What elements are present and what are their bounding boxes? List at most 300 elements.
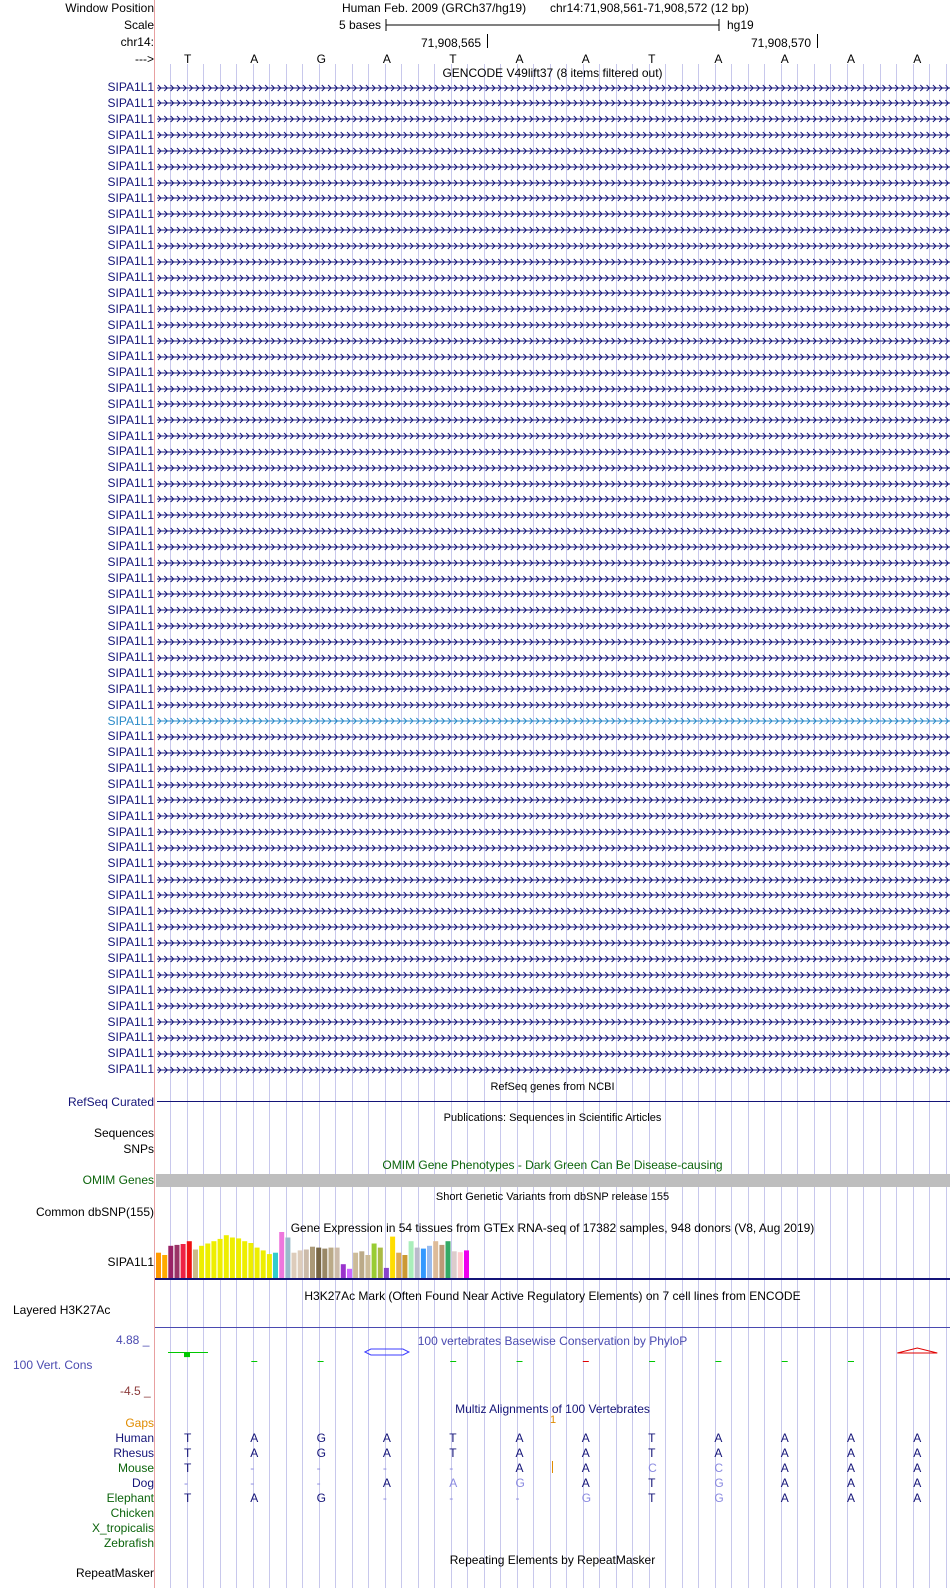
gene-transcript-line[interactable] [157, 699, 950, 711]
gene-label-sipa1l1[interactable]: SIPA1L1 [107, 808, 154, 823]
coord-tick-1 [487, 34, 488, 48]
gtex-tissue-bar[interactable] [181, 1244, 186, 1278]
gene-transcript-line[interactable] [157, 905, 950, 917]
gene-label-sipa1l1[interactable]: SIPA1L1 [107, 745, 154, 760]
gene-label-sipa1l1[interactable]: SIPA1L1 [107, 476, 154, 490]
gene-transcript-line[interactable] [157, 573, 950, 585]
aligned-base: A [913, 1476, 922, 1490]
gtex-tissue-bar[interactable] [267, 1254, 272, 1278]
gene-label-sipa1l1[interactable]: SIPA1L1 [107, 159, 154, 174]
coord-tick-2 [817, 34, 818, 48]
aligned-base: A [847, 1446, 856, 1460]
phylop-max-label: 4.88 _ [116, 1333, 150, 1347]
phylop-value-mark[interactable] [715, 1361, 721, 1362]
aligned-base: A [250, 1446, 259, 1460]
gtex-tissue-bar[interactable] [341, 1264, 346, 1278]
refseq-track-title: RefSeq genes from NCBI [490, 1081, 615, 1093]
aligned-base: A [515, 1461, 524, 1475]
gtex-tissue-bar[interactable] [175, 1245, 180, 1278]
aligned-base: A [847, 1476, 856, 1490]
aligned-base: T [648, 1491, 656, 1505]
gene-transcript-line[interactable] [157, 478, 950, 490]
gene-transcript-line[interactable] [157, 145, 950, 157]
phylop-value-mark[interactable] [897, 1348, 937, 1353]
aligned-base: T [648, 1431, 656, 1445]
gene-transcript-line[interactable] [157, 984, 950, 996]
aligned-base: T [449, 1446, 457, 1460]
gtex-tissue-bar[interactable] [304, 1250, 309, 1279]
gene-transcript-line[interactable] [157, 161, 950, 173]
aligned-base: G [581, 1491, 592, 1505]
gene-transcript-line[interactable] [157, 715, 950, 727]
gene-label-sipa1l1[interactable]: SIPA1L1 [107, 777, 154, 791]
gene-label-sipa1l1[interactable]: SIPA1L1 [107, 982, 154, 997]
gene-label-sipa1l1[interactable]: SIPA1L1 [107, 666, 154, 681]
gtex-tissue-bar[interactable] [464, 1250, 469, 1278]
gene-transcript-line[interactable] [157, 541, 950, 553]
gene-transcript-line[interactable] [157, 303, 950, 315]
phylop-value-mark[interactable] [583, 1361, 589, 1362]
gene-transcript-line[interactable] [157, 335, 950, 347]
gene-transcript-line[interactable] [157, 1016, 950, 1028]
gtex-tissue-bar[interactable] [205, 1244, 210, 1279]
gene-transcript-line[interactable] [157, 319, 950, 331]
gene-transcript-line[interactable] [157, 747, 950, 759]
gene-label-sipa1l1[interactable]: SIPA1L1 [107, 903, 154, 918]
gene-transcript-line[interactable] [157, 1032, 950, 1044]
aligned-base: A [581, 1461, 590, 1475]
gtex-tissue-bar[interactable] [211, 1241, 216, 1278]
gene-transcript-line[interactable] [157, 652, 950, 664]
dna-base: A [714, 52, 723, 66]
gene-label-sipa1l1[interactable]: SIPA1L1 [107, 761, 154, 776]
gene-label-sipa1l1[interactable]: SIPA1L1 [107, 650, 154, 665]
gene-label-sipa1l1[interactable]: SIPA1L1 [107, 729, 154, 744]
gene-label-sipa1l1[interactable]: SIPA1L1 [107, 697, 154, 712]
gene-label-sipa1l1[interactable]: SIPA1L1 [107, 967, 154, 981]
aligned-base: A [515, 1431, 524, 1445]
gene-label-sipa1l1[interactable]: SIPA1L1 [107, 222, 154, 237]
gtex-tissue-bar[interactable] [193, 1250, 198, 1279]
gene-label-sipa1l1[interactable]: SIPA1L1 [107, 460, 154, 475]
gene-transcript-line[interactable] [157, 763, 950, 775]
gtex-tissue-bar[interactable] [409, 1241, 414, 1278]
gene-transcript-line[interactable] [157, 367, 950, 379]
gene-label-sipa1l1[interactable]: SIPA1L1 [107, 1030, 154, 1045]
phylop-track-title: 100 vertebrates Basewise Conservation by PhyloP [417, 1334, 688, 1348]
aligned-base: G [316, 1446, 326, 1460]
aligned-base: - [250, 1476, 255, 1490]
gene-label-sipa1l1[interactable]: SIPA1L1 [107, 80, 154, 94]
h3k27ac-track-title: H3K27Ac Mark (Often Found Near Active Regulatory Elements) on 7 cell lines from ENCODE [304, 1289, 801, 1303]
gene-transcript-line[interactable] [157, 921, 950, 933]
gene-label-sipa1l1[interactable]: SIPA1L1 [107, 491, 154, 506]
gene-label-sipa1l1[interactable]: SIPA1L1 [107, 111, 154, 126]
species-label[interactable]: Zebrafish [103, 1536, 154, 1550]
refseq-track-label[interactable]: RefSeq Curated [67, 1095, 154, 1109]
gene-label-sipa1l1[interactable]: SIPA1L1 [107, 190, 154, 205]
gene-transcript-line[interactable] [157, 889, 950, 901]
aligned-base: G [714, 1476, 724, 1490]
aligned-base: - [382, 1491, 387, 1505]
gene-transcript-line[interactable] [157, 177, 950, 189]
aligned-base: A [382, 1431, 391, 1445]
species-label[interactable]: Human [115, 1431, 154, 1445]
gene-transcript-line[interactable] [157, 509, 950, 521]
dna-base: A [515, 52, 524, 66]
dna-base: A [913, 52, 922, 66]
aligned-base: T [648, 1446, 656, 1460]
gene-label-sipa1l1[interactable]: SIPA1L1 [107, 681, 154, 696]
gene-label-sipa1l1[interactable]: SIPA1L1 [107, 254, 154, 269]
dna-base: A [382, 52, 391, 66]
gene-transcript-line[interactable] [157, 668, 950, 680]
db-text: hg19 [727, 18, 754, 32]
aligned-base: - [316, 1476, 321, 1490]
gene-transcript-line[interactable] [157, 842, 950, 854]
gtex-tissue-bar[interactable] [273, 1253, 278, 1278]
gene-transcript-line[interactable] [157, 557, 950, 569]
gene-label-sipa1l1[interactable]: SIPA1L1 [107, 602, 154, 617]
aligned-base: A [515, 1446, 524, 1460]
species-label[interactable]: Dog [131, 1476, 154, 1490]
refseq-line[interactable] [157, 1101, 950, 1102]
gtex-tissue-bar[interactable] [365, 1255, 370, 1278]
gene-label-sipa1l1[interactable]: SIPA1L1 [107, 1014, 154, 1029]
gene-label-sipa1l1[interactable]: SIPA1L1 [107, 238, 154, 253]
aligned-base: - [316, 1461, 321, 1475]
gtex-tissue-bar[interactable] [298, 1250, 303, 1278]
window-position-label: Window Position [65, 1, 154, 15]
species-label[interactable]: Mouse [117, 1461, 154, 1475]
aligned-base: G [316, 1431, 326, 1445]
repeatmasker-track-label[interactable]: RepeatMasker [75, 1566, 154, 1580]
publications-label-sequences[interactable]: Sequences [93, 1126, 154, 1140]
omim-track-label[interactable]: OMIM Genes [82, 1173, 154, 1187]
gene-transcript-line[interactable] [157, 192, 950, 204]
gene-label-sipa1l1[interactable]: SIPA1L1 [107, 333, 154, 348]
gtex-tissue-bar[interactable] [335, 1248, 340, 1278]
gtex-tissue-bar[interactable] [359, 1251, 364, 1278]
aligned-base: A [250, 1491, 259, 1505]
gene-label-sipa1l1[interactable]: SIPA1L1 [107, 713, 154, 728]
gene-label-sipa1l1[interactable]: SIPA1L1 [107, 349, 154, 364]
gtex-tissue-bar[interactable] [402, 1255, 407, 1278]
aligned-base: - [449, 1461, 454, 1475]
gtex-tissue-bar[interactable] [168, 1246, 173, 1278]
gene-label-sipa1l1[interactable]: SIPA1L1 [107, 840, 154, 855]
gtex-tissue-bar[interactable] [230, 1238, 235, 1279]
species-label[interactable]: Elephant [106, 1491, 154, 1505]
gene-transcript-line[interactable] [157, 953, 950, 965]
chrom-label: chr14: [120, 35, 154, 49]
gtex-tissue-bar[interactable] [329, 1248, 334, 1278]
dna-base: A [581, 52, 590, 66]
species-label[interactable]: Rhesus [113, 1446, 154, 1460]
dna-base: A [780, 52, 789, 66]
gene-label-sipa1l1[interactable]: SIPA1L1 [107, 998, 154, 1013]
aligned-base: C [648, 1461, 657, 1475]
gene-transcript-line[interactable] [157, 588, 950, 600]
phylop-value-mark[interactable] [365, 1349, 409, 1355]
gene-transcript-line[interactable] [157, 82, 950, 94]
aligned-base: G [515, 1476, 525, 1490]
gtex-tissue-bar[interactable] [199, 1246, 204, 1278]
gene-transcript-line[interactable] [157, 208, 950, 220]
gene-transcript-line[interactable] [157, 969, 950, 981]
gtex-tissue-bar[interactable] [347, 1269, 352, 1278]
gtex-tissue-bar[interactable] [248, 1243, 253, 1278]
omim-track-title: OMIM Gene Phenotypes - Dark Green Can Be Disease-causing [382, 1158, 723, 1172]
aligned-base: - [449, 1491, 454, 1505]
gene-label-sipa1l1[interactable]: SIPA1L1 [107, 396, 154, 411]
gene-label-sipa1l1[interactable]: SIPA1L1 [107, 365, 154, 380]
gtex-tissue-bar[interactable] [187, 1241, 192, 1278]
phylop-value-mark[interactable] [649, 1361, 655, 1362]
gene-label-sipa1l1[interactable]: SIPA1L1 [107, 935, 154, 950]
mouse-insertion-mark [552, 1461, 553, 1473]
aligned-base: T [184, 1491, 192, 1505]
aligned-base: A [581, 1446, 590, 1460]
phylop-track-label[interactable]: 100 Vert. Cons [13, 1358, 93, 1372]
aligned-base: A [449, 1476, 458, 1490]
aligned-base: A [913, 1431, 922, 1445]
gtex-tissue-bar[interactable] [458, 1252, 463, 1278]
aligned-base: A [780, 1446, 789, 1460]
aligned-base: T [184, 1446, 192, 1460]
gtex-tissue-bar[interactable] [353, 1253, 358, 1278]
gene-label-sipa1l1[interactable]: SIPA1L1 [107, 856, 154, 871]
gtex-tissue-bar[interactable] [156, 1253, 161, 1278]
gene-label-sipa1l1[interactable]: SIPA1L1 [107, 634, 154, 649]
gtex-tissue-bar[interactable] [279, 1232, 284, 1278]
gene-transcript-line[interactable] [157, 414, 950, 426]
gtex-tissue-bar[interactable] [242, 1241, 247, 1278]
gene-transcript-line[interactable] [157, 256, 950, 268]
gene-label-sipa1l1[interactable]: SIPA1L1 [107, 887, 154, 902]
dna-base: T [648, 52, 656, 66]
gene-label-sipa1l1[interactable]: SIPA1L1 [107, 381, 154, 395]
gene-label-sipa1l1[interactable]: SIPA1L1 [107, 444, 154, 459]
gene-label-sipa1l1[interactable]: SIPA1L1 [107, 586, 154, 601]
h3k27ac-baseline [155, 1327, 950, 1328]
gene-label-sipa1l1[interactable]: SIPA1L1 [107, 143, 154, 158]
aligned-base: A [847, 1461, 856, 1475]
gene-label-sipa1l1[interactable]: SIPA1L1 [107, 428, 154, 443]
gtex-tissue-bar[interactable] [322, 1249, 327, 1278]
gtex-tissue-bar[interactable] [162, 1255, 167, 1278]
gtex-tissue-bar[interactable] [390, 1237, 395, 1278]
gtex-tissue-bar[interactable] [292, 1253, 297, 1278]
dna-base: A [250, 52, 259, 66]
gene-transcript-line[interactable] [157, 493, 950, 505]
gtex-tissue-bar[interactable] [421, 1249, 426, 1278]
dna-base: G [316, 52, 326, 66]
gene-transcript-line[interactable] [157, 224, 950, 236]
gene-label-sipa1l1[interactable]: SIPA1L1 [107, 919, 154, 934]
gene-transcript-line[interactable] [157, 1048, 950, 1060]
aligned-base: - [515, 1491, 520, 1505]
position-text: chr14:71,908,561-71,908,572 (12 bp) [550, 1, 749, 15]
aligned-base: T [184, 1431, 192, 1445]
species-label[interactable]: Chicken [110, 1506, 154, 1520]
gene-label-sipa1l1[interactable]: SIPA1L1 [107, 555, 154, 570]
gene-transcript-line[interactable] [157, 430, 950, 442]
gene-label-sipa1l1[interactable]: SIPA1L1 [107, 270, 154, 285]
gene-label-sipa1l1[interactable]: SIPA1L1 [107, 317, 154, 332]
gtex-tissue-bar[interactable] [452, 1251, 457, 1278]
gtex-tissue-bar[interactable] [433, 1241, 438, 1278]
phylop-value-mark[interactable] [848, 1361, 854, 1362]
gene-transcript-line[interactable] [157, 525, 950, 537]
gene-label-sipa1l1[interactable]: SIPA1L1 [107, 1046, 154, 1061]
gene-transcript-line[interactable] [157, 620, 950, 632]
h3k27ac-track-label[interactable]: Layered H3K27Ac [13, 1303, 111, 1317]
gtex-tissue-bar[interactable] [316, 1248, 321, 1278]
gene-label-sipa1l1[interactable]: SIPA1L1 [107, 507, 154, 522]
gtex-expression-bars[interactable] [155, 1230, 950, 1280]
gene-transcript-line[interactable] [157, 113, 950, 125]
gtex-tissue-bar[interactable] [224, 1235, 229, 1278]
gtex-tissue-bar[interactable] [378, 1248, 383, 1278]
gene-transcript-line[interactable] [157, 937, 950, 949]
gtex-tissue-bar[interactable] [285, 1238, 290, 1279]
gene-transcript-line[interactable] [157, 129, 950, 141]
gene-label-sipa1l1[interactable]: SIPA1L1 [107, 175, 154, 189]
phylop-value-mark[interactable] [450, 1361, 456, 1362]
strand-label: ---> [135, 52, 154, 66]
dna-base: T [449, 52, 457, 66]
aligned-base: - [382, 1461, 387, 1475]
gene-label-sipa1l1[interactable]: SIPA1L1 [107, 618, 154, 633]
phylop-value-mark[interactable] [782, 1361, 788, 1362]
aligned-base: C [714, 1461, 724, 1475]
phylop-value-mark[interactable] [168, 1352, 208, 1353]
aligned-base: A [780, 1491, 789, 1505]
gencode-track-title: GENCODE V49lift37 (8 items filtered out) [442, 66, 663, 80]
gene-transcript-line[interactable] [157, 351, 950, 363]
gene-transcript-line[interactable] [157, 794, 950, 806]
gtex-tissue-bar[interactable] [396, 1253, 401, 1278]
phylop-value-mark[interactable] [251, 1361, 257, 1362]
phylop-min-label: -4.5 _ [120, 1384, 151, 1398]
gene-label-sipa1l1[interactable]: SIPA1L1 [107, 872, 154, 886]
gene-transcript-line[interactable] [157, 240, 950, 252]
gene-transcript-line[interactable] [157, 810, 950, 822]
gtex-track-title: Gene Expression in 54 tissues from GTEx RNA-seq of 17382 samples, 948 donors (V8, Aug 2019) [290, 1221, 815, 1235]
gene-transcript-line[interactable] [157, 1000, 950, 1012]
gene-label-sipa1l1[interactable]: SIPA1L1 [107, 301, 154, 316]
dna-base: A [847, 52, 856, 66]
multiz-gaps-label: Gaps [125, 1416, 154, 1430]
gtex-tissue-bar[interactable] [218, 1239, 223, 1278]
dbsnp-track-label[interactable]: Common dbSNP(155) [35, 1205, 154, 1219]
dna-base: T [184, 52, 192, 66]
phylop-conservation-plot[interactable] [155, 1342, 950, 1398]
gene-transcript-line[interactable] [157, 874, 950, 886]
aligned-base: - [184, 1476, 188, 1490]
gene-transcript-line[interactable] [157, 272, 950, 284]
gene-label-sipa1l1[interactable]: SIPA1L1 [107, 1062, 154, 1077]
gene-label-sipa1l1[interactable]: SIPA1L1 [107, 95, 154, 110]
aligned-base: A [780, 1476, 789, 1490]
publications-label-snps[interactable]: SNPs [123, 1142, 154, 1156]
gene-transcript-line[interactable] [157, 287, 950, 299]
phylop-value-mark[interactable] [517, 1361, 523, 1362]
gene-label-sipa1l1[interactable]: SIPA1L1 [107, 571, 154, 585]
scale-bar [385, 17, 725, 33]
gtex-tissue-bar[interactable] [415, 1248, 420, 1278]
gene-label-sipa1l1[interactable]: SIPA1L1 [107, 206, 154, 221]
gene-label-sipa1l1[interactable]: SIPA1L1 [107, 824, 154, 839]
aligned-base: A [913, 1461, 922, 1475]
gene-transcript-line[interactable] [157, 731, 950, 743]
gene-label-sipa1l1[interactable]: SIPA1L1 [107, 792, 154, 807]
gene-transcript-line[interactable] [157, 398, 950, 410]
aligned-base: A [780, 1461, 789, 1475]
gtex-tissue-bar[interactable] [255, 1248, 260, 1278]
gene-label-sipa1l1[interactable]: SIPA1L1 [107, 127, 154, 142]
gene-label-sipa1l1[interactable]: SIPA1L1 [107, 539, 154, 554]
aligned-base: T [449, 1431, 457, 1445]
assembly-text: Human Feb. 2009 (GRCh37/hg19) [342, 1, 527, 15]
gtex-tissue-bar[interactable] [427, 1246, 432, 1278]
multiz-track-title: Multiz Alignments of 100 Vertebrates [455, 1402, 650, 1416]
gtex-tissue-bar[interactable] [439, 1245, 444, 1278]
gene-transcript-line[interactable] [157, 462, 950, 474]
aligned-base: A [714, 1446, 723, 1460]
aligned-base: A [581, 1431, 590, 1445]
gtex-tissue-bar[interactable] [384, 1268, 389, 1278]
coord-label-2: 71,908,570 [751, 36, 812, 50]
gene-transcript-line[interactable] [157, 636, 950, 648]
gene-label-sipa1l1[interactable]: SIPA1L1 [107, 285, 154, 300]
aligned-base: G [714, 1491, 724, 1505]
gene-transcript-line[interactable] [157, 383, 950, 395]
aligned-base: A [250, 1431, 259, 1445]
gtex-tissue-bar[interactable] [310, 1247, 315, 1278]
gene-label-sipa1l1[interactable]: SIPA1L1 [107, 523, 154, 538]
aligned-base: G [316, 1491, 326, 1505]
gene-label-sipa1l1[interactable]: SIPA1L1 [107, 951, 154, 966]
gene-label-sipa1l1[interactable]: SIPA1L1 [107, 412, 154, 427]
aligned-base: A [382, 1476, 391, 1490]
gtex-tissue-bar[interactable] [236, 1238, 241, 1278]
gene-transcript-line[interactable] [157, 826, 950, 838]
scale-label: Scale [123, 18, 154, 32]
aligned-base: A [714, 1431, 723, 1445]
gene-transcript-line[interactable] [157, 97, 950, 109]
omim-gene-bar[interactable] [156, 1174, 950, 1187]
gap-marker: 1 [550, 1414, 557, 1426]
gene-transcript-line[interactable] [157, 683, 950, 695]
gene-transcript-line[interactable] [157, 1064, 950, 1076]
gtex-track-label[interactable]: SIPA1L1 [107, 1255, 154, 1269]
dbsnp-track-title: Short Genetic Variants from dbSNP release 155 [435, 1191, 670, 1203]
gtex-tissue-bar[interactable] [372, 1244, 377, 1279]
gene-transcript-line[interactable] [157, 604, 950, 616]
gtex-tissue-bar[interactable] [261, 1250, 266, 1278]
scale-text: 5 bases [339, 18, 382, 32]
gene-transcript-line[interactable] [157, 446, 950, 458]
aligned-base: A [913, 1491, 922, 1505]
gene-transcript-line[interactable] [157, 779, 950, 791]
species-label[interactable]: X_tropicalis [91, 1521, 154, 1535]
gtex-tissue-bar[interactable] [446, 1241, 451, 1278]
phylop-value-mark[interactable] [184, 1353, 190, 1357]
gene-transcript-line[interactable] [157, 858, 950, 870]
phylop-value-mark[interactable] [318, 1361, 324, 1362]
